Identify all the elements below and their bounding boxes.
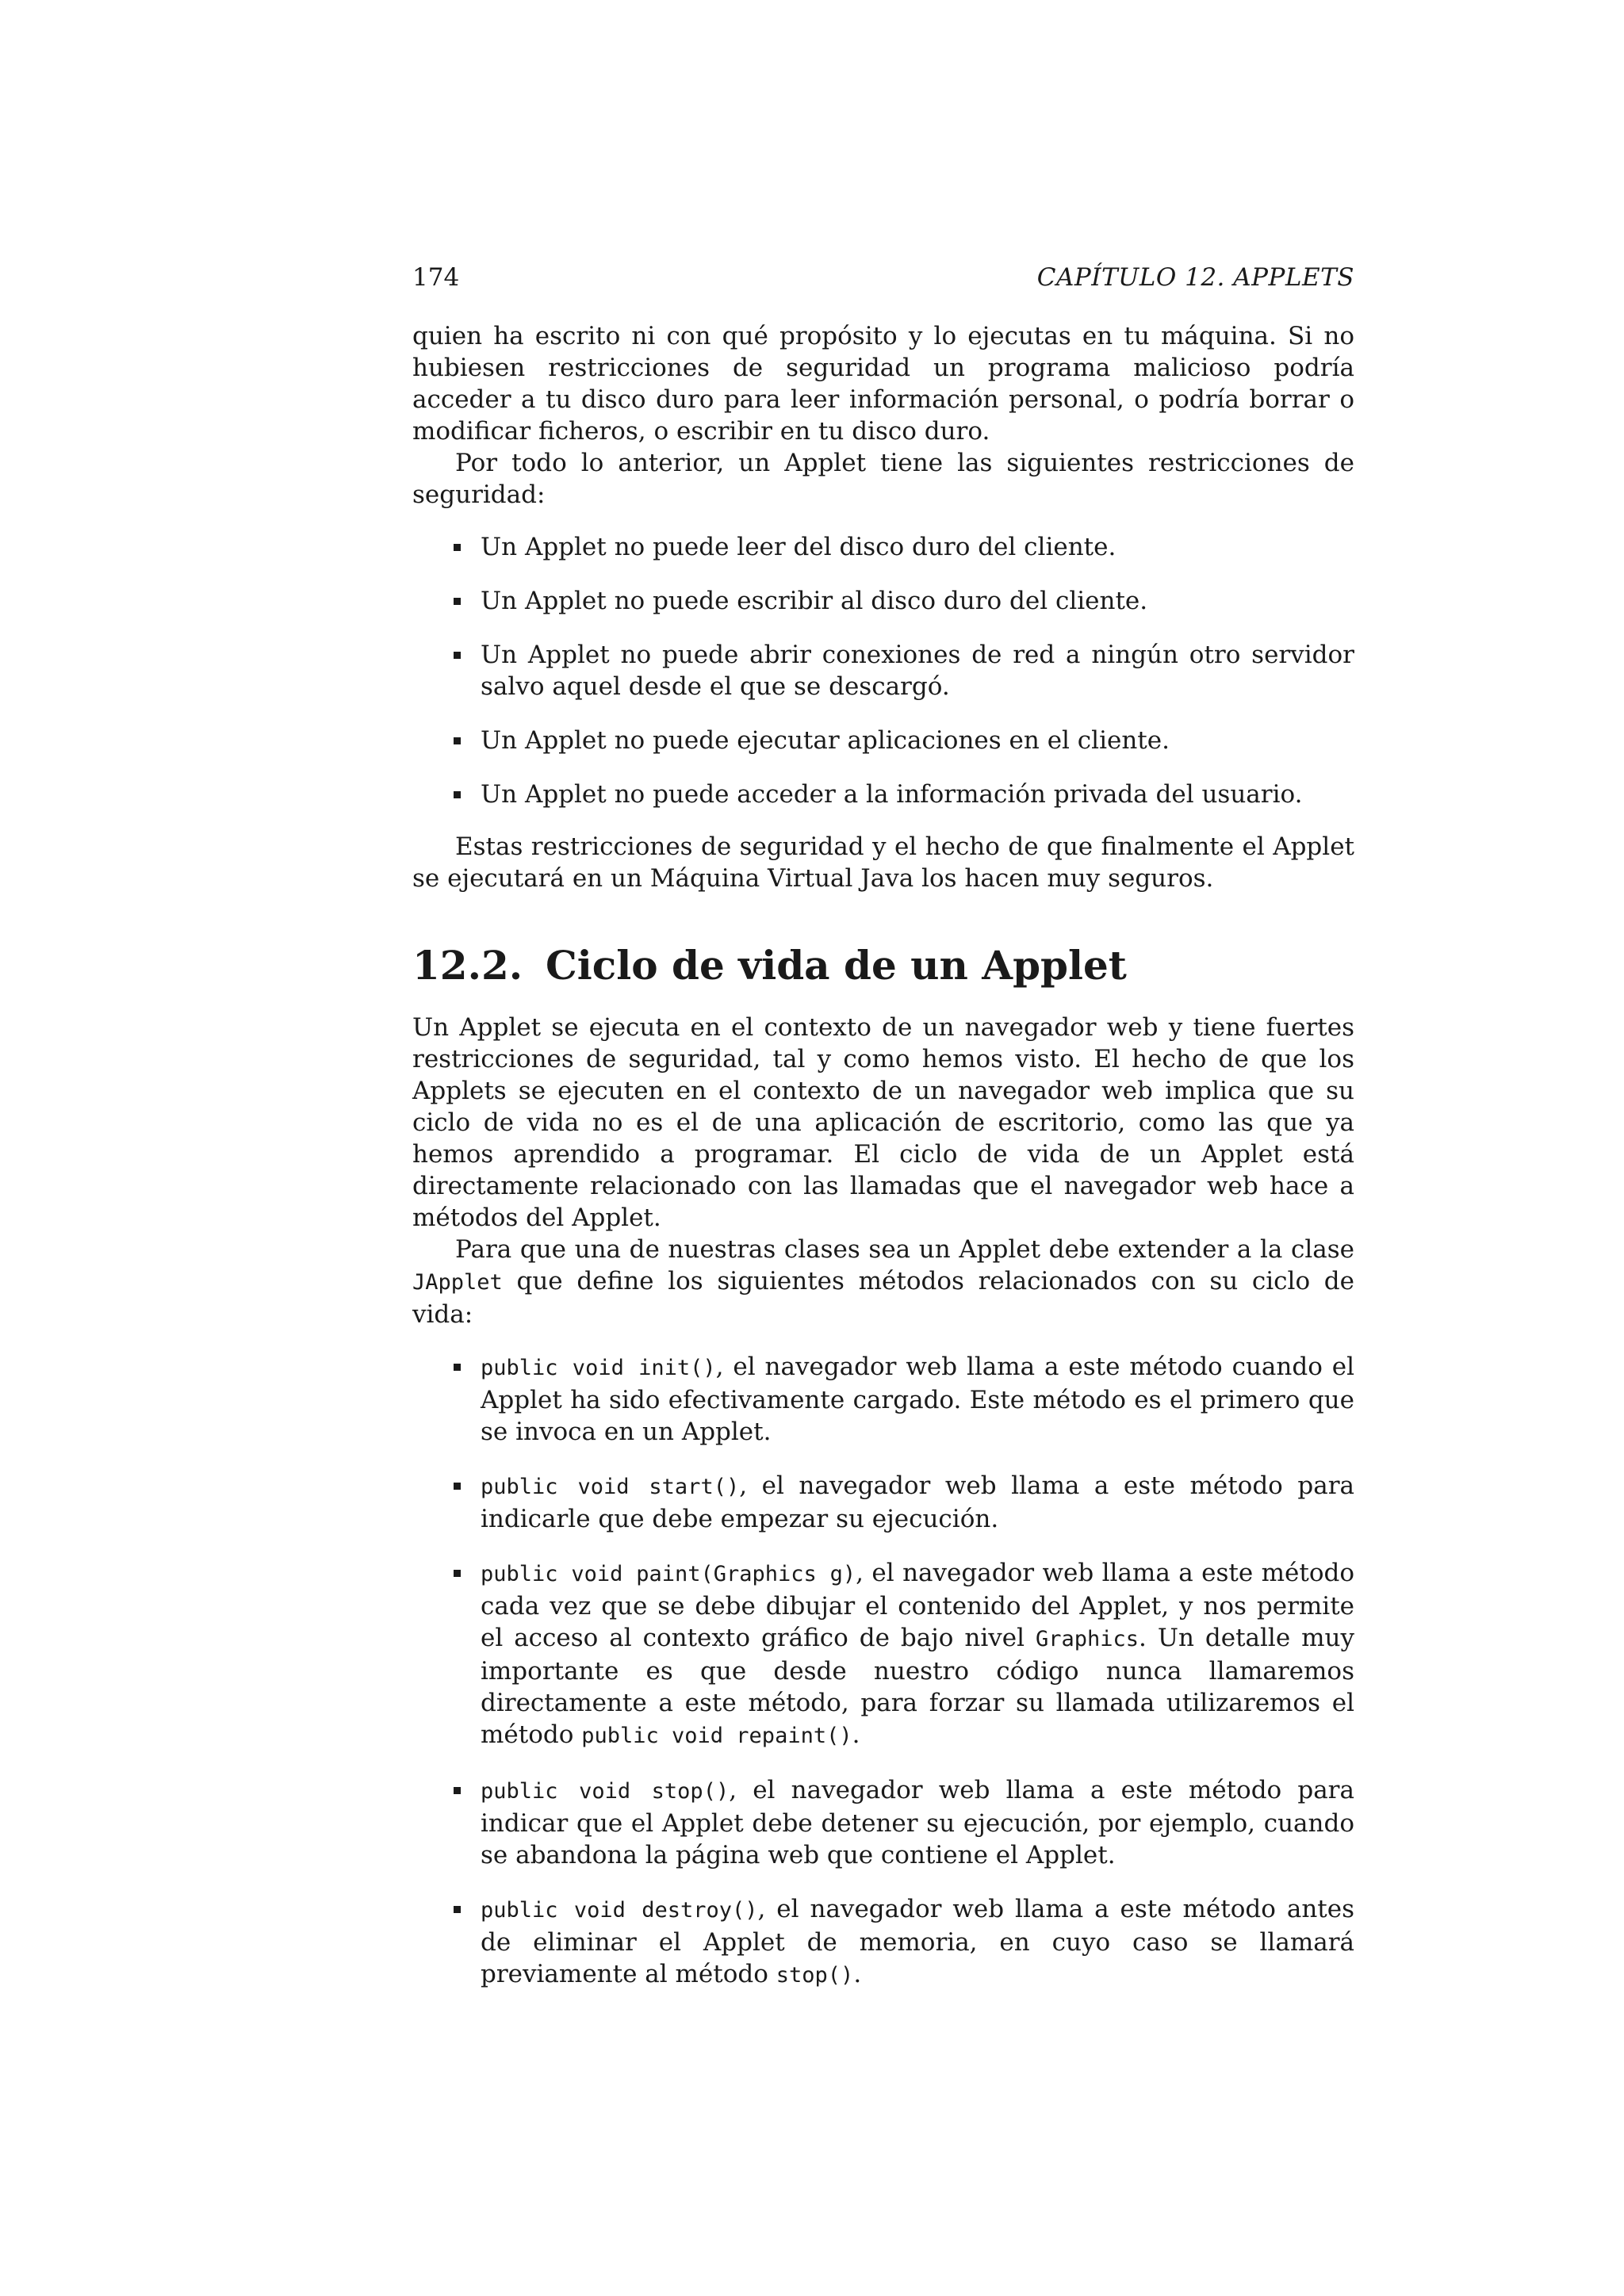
list-item: public void stop(), el navegador web llama a este método para indicar que el Applet debe detener su ejecución, por ejemplo, cuando se abandona la página web que contiene el Applet. [412, 1774, 1354, 1871]
bullet-icon [454, 544, 461, 551]
bullet-icon [454, 1787, 461, 1794]
list-item: Un Applet no puede acceder a la información privada del usuario. [412, 779, 1354, 810]
bullet-icon [454, 652, 461, 659]
restrictions-list [412, 531, 1354, 810]
running-header [412, 262, 1354, 293]
list-item: Un Applet no puede escribir al disco duro del cliente. [412, 585, 1354, 617]
methods-intro: Para que una de nuestras clases sea un Applet debe extender a la clase JApplet que define los siguientes métodos relacionados con su ciclo de vida: [412, 1235, 1354, 1329]
bullet-icon [454, 1570, 461, 1577]
inline-code: Graphics [1036, 1627, 1139, 1651]
list-item: Un Applet no puede leer del disco duro del cliente. [412, 531, 1354, 563]
bullet-icon [454, 598, 461, 605]
methods-list [412, 1351, 1354, 1992]
bullet-icon [454, 791, 461, 798]
list-item: public void paint(Graphics g), el navegador web llama a este método cada vez que se debe dibujar el contenido del Applet, y nos permite el acceso al contexto gráfico de bajo nivel Graphics. Un detalle muy importante es que desde nuestro código nunca llamaremos directamente a este método, para forzar su llamada utilizaremos el método public void repaint(). [412, 1557, 1354, 1752]
restrictions-intro: Por todo lo anterior, un Applet tiene las siguientes restricciones de seguridad: [412, 449, 1354, 509]
method-signature: public void stop() [481, 1779, 730, 1804]
intro-paragraph: quien ha escrito ni con qué propósito y lo ejecutas en tu máquina. Si no hubiesen restricciones de seguridad un programa malicioso podría acceder a tu disco duro para leer información personal, o podría borrar o modificar ficheros, o escribir en tu disco duro. [412, 322, 1354, 446]
method-signature: public void paint(Graphics g) [481, 1562, 856, 1586]
lifecycle-paragraph: Un Applet se ejecuta en el contexto de un navegador web y tiene fuertes restricciones de seguridad, tal y como hemos visto. El hecho de que los Applets se ejecuten en el contexto de un navegador web implica que su ciclo de vida no es el de una aplicación de escritorio, como las que ya hemos aprendido a programar. El ciclo de vida de un Applet está directamente relacionado con las llamadas que el navegador web hace a métodos del Applet. [412, 1013, 1354, 1232]
bullet-icon [454, 1364, 461, 1371]
list-item: Un Applet no puede abrir conexiones de red a ningún otro servidor salvo aquel desde el que se descargó. [412, 639, 1354, 702]
list-item: Un Applet no puede ejecutar aplicaciones en el cliente. [412, 725, 1354, 756]
section-number: 12.2. [412, 942, 523, 989]
inline-code: public void repaint() [581, 1724, 852, 1748]
page-content [412, 262, 1354, 2012]
inline-code: stop() [776, 1963, 854, 1988]
section-title: Ciclo de vida de un Applet [546, 942, 1127, 989]
list-item: public void destroy(), el navegador web llama a este método antes de eliminar el Applet de memoria, en cuyo caso se llamará previamente al método stop(). [412, 1893, 1354, 1992]
list-item: public void start(), el navegador web llama a este método para indicarle que debe empezar su ejecución. [412, 1470, 1354, 1535]
restrictions-conclusion: Estas restricciones de seguridad y el hecho de que finalmente el Applet se ejecutará en un Máquina Virtual Java los hacen muy seguros. [412, 832, 1354, 893]
chapter-title: CAPÍTULO 12. APPLETS [1036, 263, 1354, 292]
bullet-icon [454, 737, 461, 744]
method-signature: public void destroy() [481, 1898, 758, 1923]
bullet-icon [454, 1483, 461, 1490]
section-heading [412, 942, 1354, 989]
class-name-code: JApplet [412, 1270, 503, 1295]
list-item: public void init(), el navegador web llama a este método cuando el Applet ha sido efectivamente cargado. Este método es el primero que se invoca en un Applet. [412, 1351, 1354, 1448]
method-signature: public void start() [481, 1475, 740, 1499]
method-signature: public void init() [481, 1356, 716, 1380]
bullet-icon [454, 1906, 461, 1913]
page-number: 174 [412, 263, 460, 292]
